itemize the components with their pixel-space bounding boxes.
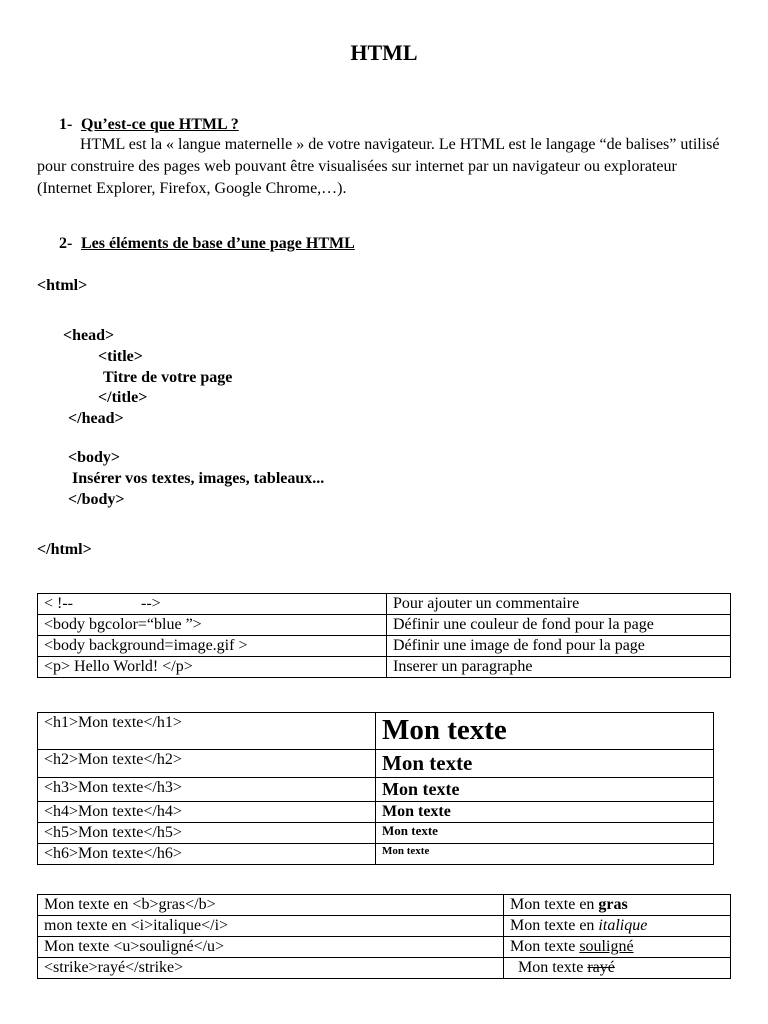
table-row: [38, 916, 731, 937]
formatting-table: [37, 894, 731, 979]
table-row: [38, 636, 731, 657]
demo-prefix: Mon texte en: [510, 896, 599, 913]
demo-prefix: Mon texte en: [510, 917, 599, 934]
section-1-heading: [59, 115, 239, 135]
table-row: [38, 958, 731, 979]
table-row: [38, 657, 731, 678]
table-cell-code: <h1>Mon texte</h1>: [38, 713, 376, 750]
table-row: [38, 895, 731, 916]
table-cell-code: <p> Hello World! </p>: [38, 657, 387, 678]
table-row: [38, 750, 714, 778]
table-cell-code: < !-- -->: [38, 594, 387, 615]
section-1-number: 1-: [59, 116, 73, 133]
table-cell-demo: [504, 895, 731, 916]
table-cell-desc: Définir une couleur de fond pour la page: [387, 615, 731, 636]
table-cell-code: <h2>Mon texte</h2>: [38, 750, 376, 778]
code-title-text: Titre de votre page: [103, 369, 233, 386]
table-cell-demo: [504, 958, 731, 979]
table-cell-code: <h5>Mon texte</h5>: [38, 823, 376, 844]
demo-prefix: Mon texte: [510, 938, 580, 955]
heading-demo-h6: Mon texte: [376, 844, 714, 865]
section-1-title: Qu’est-ce que HTML ?: [81, 116, 239, 133]
tags-table: [37, 593, 731, 678]
heading-demo-h5: Mon texte: [376, 823, 714, 844]
table-cell-code: Mon texte <u>souligné</u>: [38, 937, 504, 958]
demo-underline: souligné: [579, 938, 634, 955]
section-2-number: 2-: [59, 235, 73, 252]
table-row: [38, 844, 714, 865]
section-1-paragraph-text: HTML est la « langue maternelle » de votre navigateur. Le HTML est le langage “de balises” utilisé pour construire des pages web pouvant être visualisées sur internet par un navigateur ou explorateur (Internet Explorer, Firefox, Google Chrome,…).: [37, 136, 720, 197]
heading-demo-h4: Mon texte: [376, 802, 714, 823]
table-cell-code: <h4>Mon texte</h4>: [38, 802, 376, 823]
section-2-heading: [59, 234, 355, 254]
headings-table: [37, 712, 714, 865]
table-cell-code: Mon texte en <b>gras</b>: [38, 895, 504, 916]
code-title-open: <title>: [98, 348, 143, 365]
code-head-close: </head>: [68, 410, 124, 427]
code-body-text: Insérer vos textes, images, tableaux...: [72, 470, 325, 487]
table-cell-desc: Définir une image de fond pour la page: [387, 636, 731, 657]
code-html-open: <html>: [37, 277, 88, 294]
table-cell-desc: Pour ajouter un commentaire: [387, 594, 731, 615]
table-row: [38, 713, 714, 750]
table-cell-code: mon texte en <i>italique</i>: [38, 916, 504, 937]
table-row: [38, 823, 714, 844]
table-cell-desc: Inserer un paragraphe: [387, 657, 731, 678]
table-row: [38, 802, 714, 823]
code-body-close: </body>: [68, 491, 125, 508]
demo-strike: rayé: [587, 959, 615, 976]
code-body-open: <body>: [68, 449, 121, 466]
table-cell-code: <h3>Mon texte</h3>: [38, 778, 376, 802]
section-1-paragraph: [37, 134, 727, 200]
code-html-close: </html>: [37, 541, 92, 558]
table-cell-code: <body bgcolor=“blue ”>: [38, 615, 387, 636]
table-cell-demo: [504, 937, 731, 958]
table-cell-demo: [504, 916, 731, 937]
table-cell-code: <strike>rayé</strike>: [38, 958, 504, 979]
table-row: [38, 594, 731, 615]
code-head-open: <head>: [63, 327, 115, 344]
demo-bold: gras: [598, 896, 628, 913]
document-title: HTML: [350, 40, 418, 65]
heading-demo-h1: Mon texte: [376, 713, 714, 750]
heading-demo-h2: Mon texte: [376, 750, 714, 778]
section-2-title: Les éléments de base d’une page HTML: [81, 235, 355, 252]
demo-italic: italique: [598, 917, 648, 934]
table-row: [38, 778, 714, 802]
table-cell-code: <h6>Mon texte</h6>: [38, 844, 376, 865]
table-row: [38, 937, 731, 958]
demo-prefix: Mon texte: [518, 959, 588, 976]
heading-demo-h3: Mon texte: [376, 778, 714, 802]
table-cell-code: <body background=image.gif >: [38, 636, 387, 657]
table-row: [38, 615, 731, 636]
code-title-close: </title>: [98, 389, 148, 406]
